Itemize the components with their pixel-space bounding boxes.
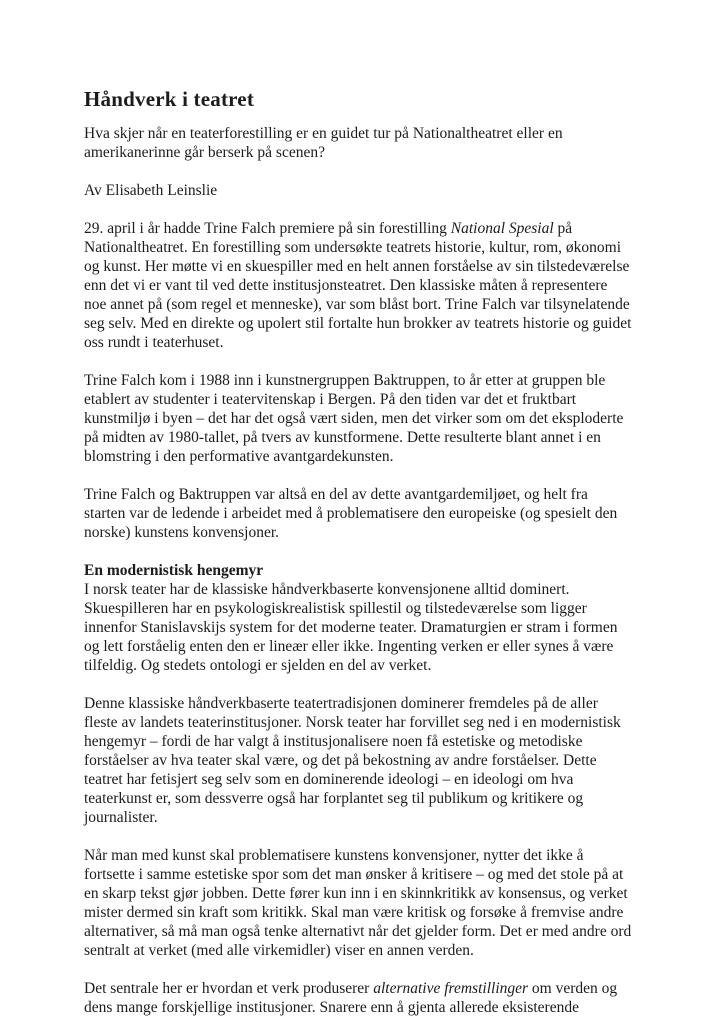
document-body xyxy=(84,124,633,1017)
paragraph-7-italic-phrase: alternative fremstillinger xyxy=(373,980,529,997)
section-heading: En modernistisk hengemyr xyxy=(84,562,264,579)
paragraph-5: Denne klassiske håndverkbaserte teatertradisjonen dominerer fremdeles på de aller fleste av landets teaterinstitusjoner. Norsk teater har forvillet seg ned i en modernistisk hengemyr – fordi de har valgt å institusjonalisere noen få estetiske og metodiske forståelser av hva teater skal være, og det på bekostning av andre forståelser. Dette teatret har fetisjert seg selv som en dominerende ideologi – en ideologi om hva teaterkunst er, som dessverre også har forplantet seg til publikum og kritikere og journalister. xyxy=(84,695,621,826)
page-title: Håndverk i teatret xyxy=(84,87,255,111)
paragraph-7-text-before: Det sentrale her er hvordan et verk produserer xyxy=(84,980,374,997)
paragraph-6: Når man med kunst skal problematisere kunstens konvensjoner, nytter det ikke å fortsette i samme estetiske spor som det man ønsker å kritisere – og med det stole på at en skarp tekst gjør jobben. Dette fører kun inn i en skinnkritikk av konsensus, og verket mister dermed sin kraft som kritikk. Skal man være kritisk og forsøke å fremvise andre alternativer, så må man også tenke alternativt når det gjelder form. Det er med andre ord sentralt at verket (med alle virkemidler) viser en annen verden. xyxy=(84,847,632,959)
paragraph-2: Trine Falch kom i 1988 inn i kunstnergruppen Baktruppen, to år etter at gruppen ble etablert av studenter i teatervitenskap i Bergen. På den tiden var det et fruktbart kunstmiljø i byen – det har det også vært siden, men det virker som om det eksploderte på midten av 1980-tallet, på tvers av kunstformene. Dette resulterte blant annet i en blomstring i den performative avantgardekunsten. xyxy=(84,372,624,465)
paragraph-1 xyxy=(84,219,633,352)
paragraph-1-italic-title: National Spesial xyxy=(450,220,554,237)
paragraph-7-text-after: om verden og dens mange forskjellige institusjoner. Snarere enn å gjenta allerede eksisterende xyxy=(84,980,618,1016)
lead-paragraph: Hva skjer når en teaterforestilling er en guidet tur på Nationaltheatret eller en amerikanerinne går berserk på scenen? xyxy=(84,125,563,161)
paragraph-1-text-before: 29. april i år hadde Trine Falch premiere på sin forestilling xyxy=(84,220,451,237)
byline: Av Elisabeth Leinslie xyxy=(84,182,218,199)
paragraph-7 xyxy=(84,979,633,1017)
paragraph-3: Trine Falch og Baktruppen var altså en del av dette avantgardemiljøet, og helt fra starten var de ledende i arbeidet med å problematisere den europeiske (og spesielt den norske) kunstens konvensjoner. xyxy=(84,486,618,541)
paragraph-1-text-after: på Nationaltheatret. En forestilling som undersøkte teatrets historie, kultur, rom, økonomi og kunst. Her møtte vi en skuespiller med en helt annen forståelse av sin tilstedeværelse enn det vi er vant til ved dette institusjonsteatret. Den klassiske måten å representere noe annet på (som regel et menneske), var som blåst bort. Trine Falch var tilsynelatende seg selv. Med en direkte og upolert stil fortalte hun brokker av teatrets historie og guidet oss rundt i teaterhuset. xyxy=(84,220,632,351)
paragraph-4: I norsk teater har de klassiske håndverkbaserte konvensjonene alltid dominert. Skuespilleren har en psykologiskrealistisk spillestil og tilstedeværelse som ligger innenfor Stanislavskijs system for det moderne teater. Dramaturgien er stram i formen og lett forståelig enten den er lineær eller ikke. Ingenting verken er eller synes å være tilfeldig. Og stedets ontologi er sjelden en del av verket. xyxy=(84,581,618,674)
